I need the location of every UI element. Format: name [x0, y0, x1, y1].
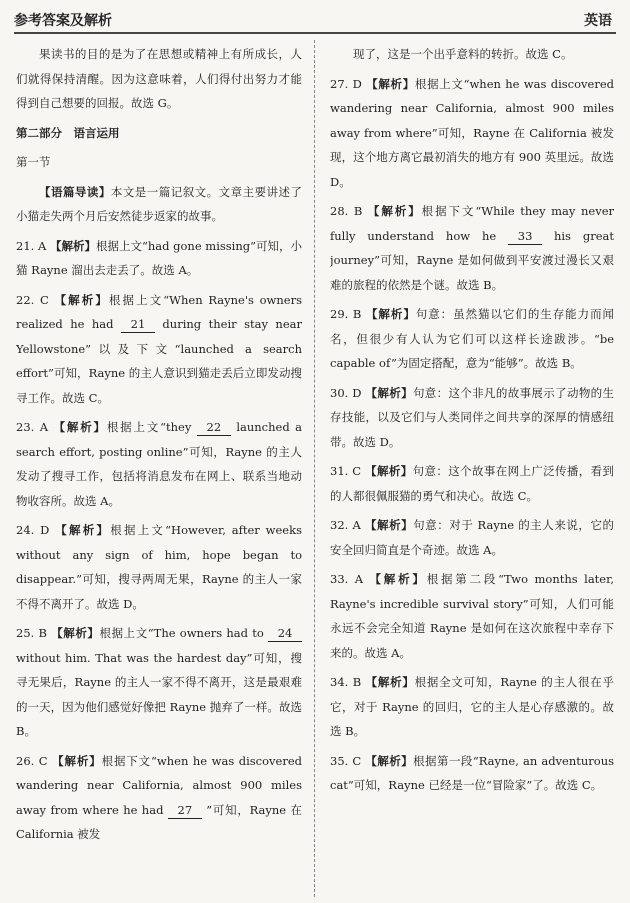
- analysis-tag: 【解析】: [365, 307, 416, 321]
- analysis-tag: 【解析】: [53, 420, 107, 434]
- section-title: 第二部分 语言运用: [16, 125, 120, 140]
- answer-text: 根据上文“However, after weeks without any sign of him, hope began to disappear.”可知，搜寻两周无果，Rayne 的主人一家不得不离开了。故选 D。: [16, 523, 302, 611]
- analysis-tag: 【解析】: [52, 753, 102, 768]
- right-column: [330, 42, 614, 897]
- answer-text-pre: 根据下文“While they may never fully understand how he: [330, 204, 614, 243]
- answer-text: 句意：对于 Rayne 的主人来说，它的安全回归简直是个奇迹。故选 A。: [330, 518, 614, 557]
- answer-text: 根据上文“when he was discovered wandering near California, almost 900 miles away from where”可知，Rayne 在 California 被发现，这个地方离它最初消失的地方有 900 英里远。故选 D。: [330, 76, 614, 189]
- left-column: [16, 42, 302, 897]
- analysis-tag: 【解析】: [51, 626, 100, 640]
- analysis-tag: 【解析】: [365, 675, 415, 689]
- analysis-tag: 【解析】: [367, 204, 422, 218]
- blank-number: 33: [508, 229, 542, 245]
- blank-number: 24: [268, 626, 302, 642]
- answer-number: 34. B: [330, 675, 362, 689]
- answer-item: [330, 72, 614, 195]
- answer-text: 句意：这个故事在网上广泛传播，看到的人都很佩服猫的勇气和决心。故选 C。: [330, 464, 614, 503]
- answer-number: 23. A: [16, 420, 49, 434]
- answer-item: [330, 567, 614, 665]
- answer-item: [330, 381, 614, 455]
- continued-text: 现了，这是一个出乎意料的转折。故选 C。: [353, 47, 573, 61]
- answer-number: 30. D: [330, 385, 362, 400]
- blank-number: 22: [197, 420, 231, 436]
- answer-text: 句意：虽然猫以它们的生存能力而闻名，但很少有人认为它们可以这样长途跋涉。“be capable of”为固定搭配，意为“能够”。故选 B。: [330, 307, 614, 370]
- analysis-tag: 【解析】: [366, 76, 415, 91]
- analysis-tag: 【解析】: [365, 518, 414, 532]
- analysis-tag: 【解析】: [365, 753, 414, 768]
- answer-item: [330, 513, 614, 562]
- answer-text-post: without him. That was the hardest day”可知，搜寻无果后，Rayne 的主人一家不得不离开，这是最艰难的一天，因为他们感觉好像把 Rayne 抛弃了一样。故选 B。: [16, 650, 302, 738]
- answer-number: 27. D: [330, 76, 362, 91]
- passage-guide: [16, 180, 302, 229]
- answer-item: [16, 234, 302, 283]
- subsection-title: 第一节: [16, 155, 51, 169]
- answer-number: 35. C: [330, 753, 362, 768]
- answer-text: 根据第二段“Two months later, Rayne's incredible survival story”可知，人们可能永远不会完全知道 Rayne 是如何在这次旅程中幸存下来的。故选 A。: [330, 572, 614, 660]
- analysis-tag: 【解析】: [365, 385, 413, 400]
- header-subject: 英语: [584, 13, 612, 29]
- answer-text: 句意：这个非凡的故事展示了动物的生存技能，以及它们与人类同伴之间共享的深厚的情感纽带。故选 D。: [330, 385, 614, 449]
- analysis-tag: 【解析】: [54, 292, 109, 307]
- answer-text-pre: 根据上文“The owners had to: [99, 626, 269, 640]
- answer-text: 根据全文可知，Rayne 的主人很在乎它，对于 Rayne 的回归，它的主人是心存感激的。故选 B。: [330, 675, 614, 738]
- answer-text: 根据上文“had gone missing”可知，小猫 Rayne 溜出去走丢了。故选 A。: [16, 238, 302, 277]
- answer-text-post: ”可知，Rayne 在 California 被发: [16, 802, 302, 841]
- analysis-tag: 【解析】: [365, 464, 413, 478]
- answer-item: [16, 415, 302, 513]
- column-divider: [314, 40, 315, 897]
- analysis-tag: 【解析】: [55, 523, 111, 537]
- analysis-tag: 【解析】: [49, 238, 96, 253]
- answer-text-pre: 根据上文“When Rayne's owners realized he had: [16, 292, 302, 331]
- analysis-tag: 【解析】: [369, 572, 427, 586]
- answer-item: [330, 670, 614, 744]
- answer-item: [330, 199, 614, 297]
- page-header: [14, 8, 616, 34]
- answer-item: [330, 749, 614, 798]
- answer-number: 31. C: [330, 464, 362, 478]
- answer-text-pre: 根据下文“when he was discovered wandering near California, almost 900 miles away from where he had: [16, 753, 302, 817]
- answer-number: 25. B: [16, 626, 47, 640]
- answer-text-post: during their stay near Yellowstone”以及下文“launched a search effort”可知，Rayne 的主人意识到猫走丢后立即发动搜寻工作。故选 C。: [16, 317, 302, 405]
- answer-number: 29. B: [330, 307, 362, 321]
- answer-text-pre: 根据上文“they: [106, 420, 197, 434]
- answer-number: 24. D: [16, 523, 50, 537]
- blank-number: 21: [121, 317, 155, 333]
- answer-item: [16, 288, 302, 411]
- guide-text: 本文是一篇记叙文。文章主要讲述了小猫走失两个月后安然徒步返家的故事。: [16, 184, 302, 223]
- answer-text: 根据第一段“Rayne, an adventurous cat”可知，Rayne 已经是一位“冒险家”了。故选 C。: [330, 753, 614, 792]
- answer-number: 26. C: [16, 753, 48, 768]
- answer-number: 33. A: [330, 572, 364, 586]
- answer-item: [330, 459, 614, 508]
- answer-text-post: his great journey”可知，Rayne 是如何做到平安渡过漫长又艰难的旅程的依然是个谜。故选 B。: [330, 228, 614, 292]
- answer-item: [16, 621, 302, 744]
- answer-item: [16, 749, 302, 847]
- guide-label: 【语篇导读】: [39, 184, 111, 199]
- answer-number: 32. A: [330, 518, 361, 532]
- intro-paragraph: 果读书的目的是为了在思想或精神上有所成长，人们就得保持清醒。因为这意味着，人们得付出努力才能得到自己想要的回报。故选 G。: [16, 47, 302, 110]
- answer-number: 21. A: [16, 238, 47, 253]
- answer-number: 22. C: [16, 292, 49, 307]
- answer-text-post: launched a search effort, posting online”可知，Rayne 的主人发动了搜寻工作，包括将消息发布在网上、联系当地动物收容所。故选 A。: [16, 420, 302, 508]
- answer-item: [330, 302, 614, 376]
- blank-number: 27: [168, 803, 202, 819]
- answer-number: 28. B: [330, 204, 363, 218]
- header-title: 参考答案及解析: [14, 13, 112, 29]
- answer-item: [16, 518, 302, 616]
